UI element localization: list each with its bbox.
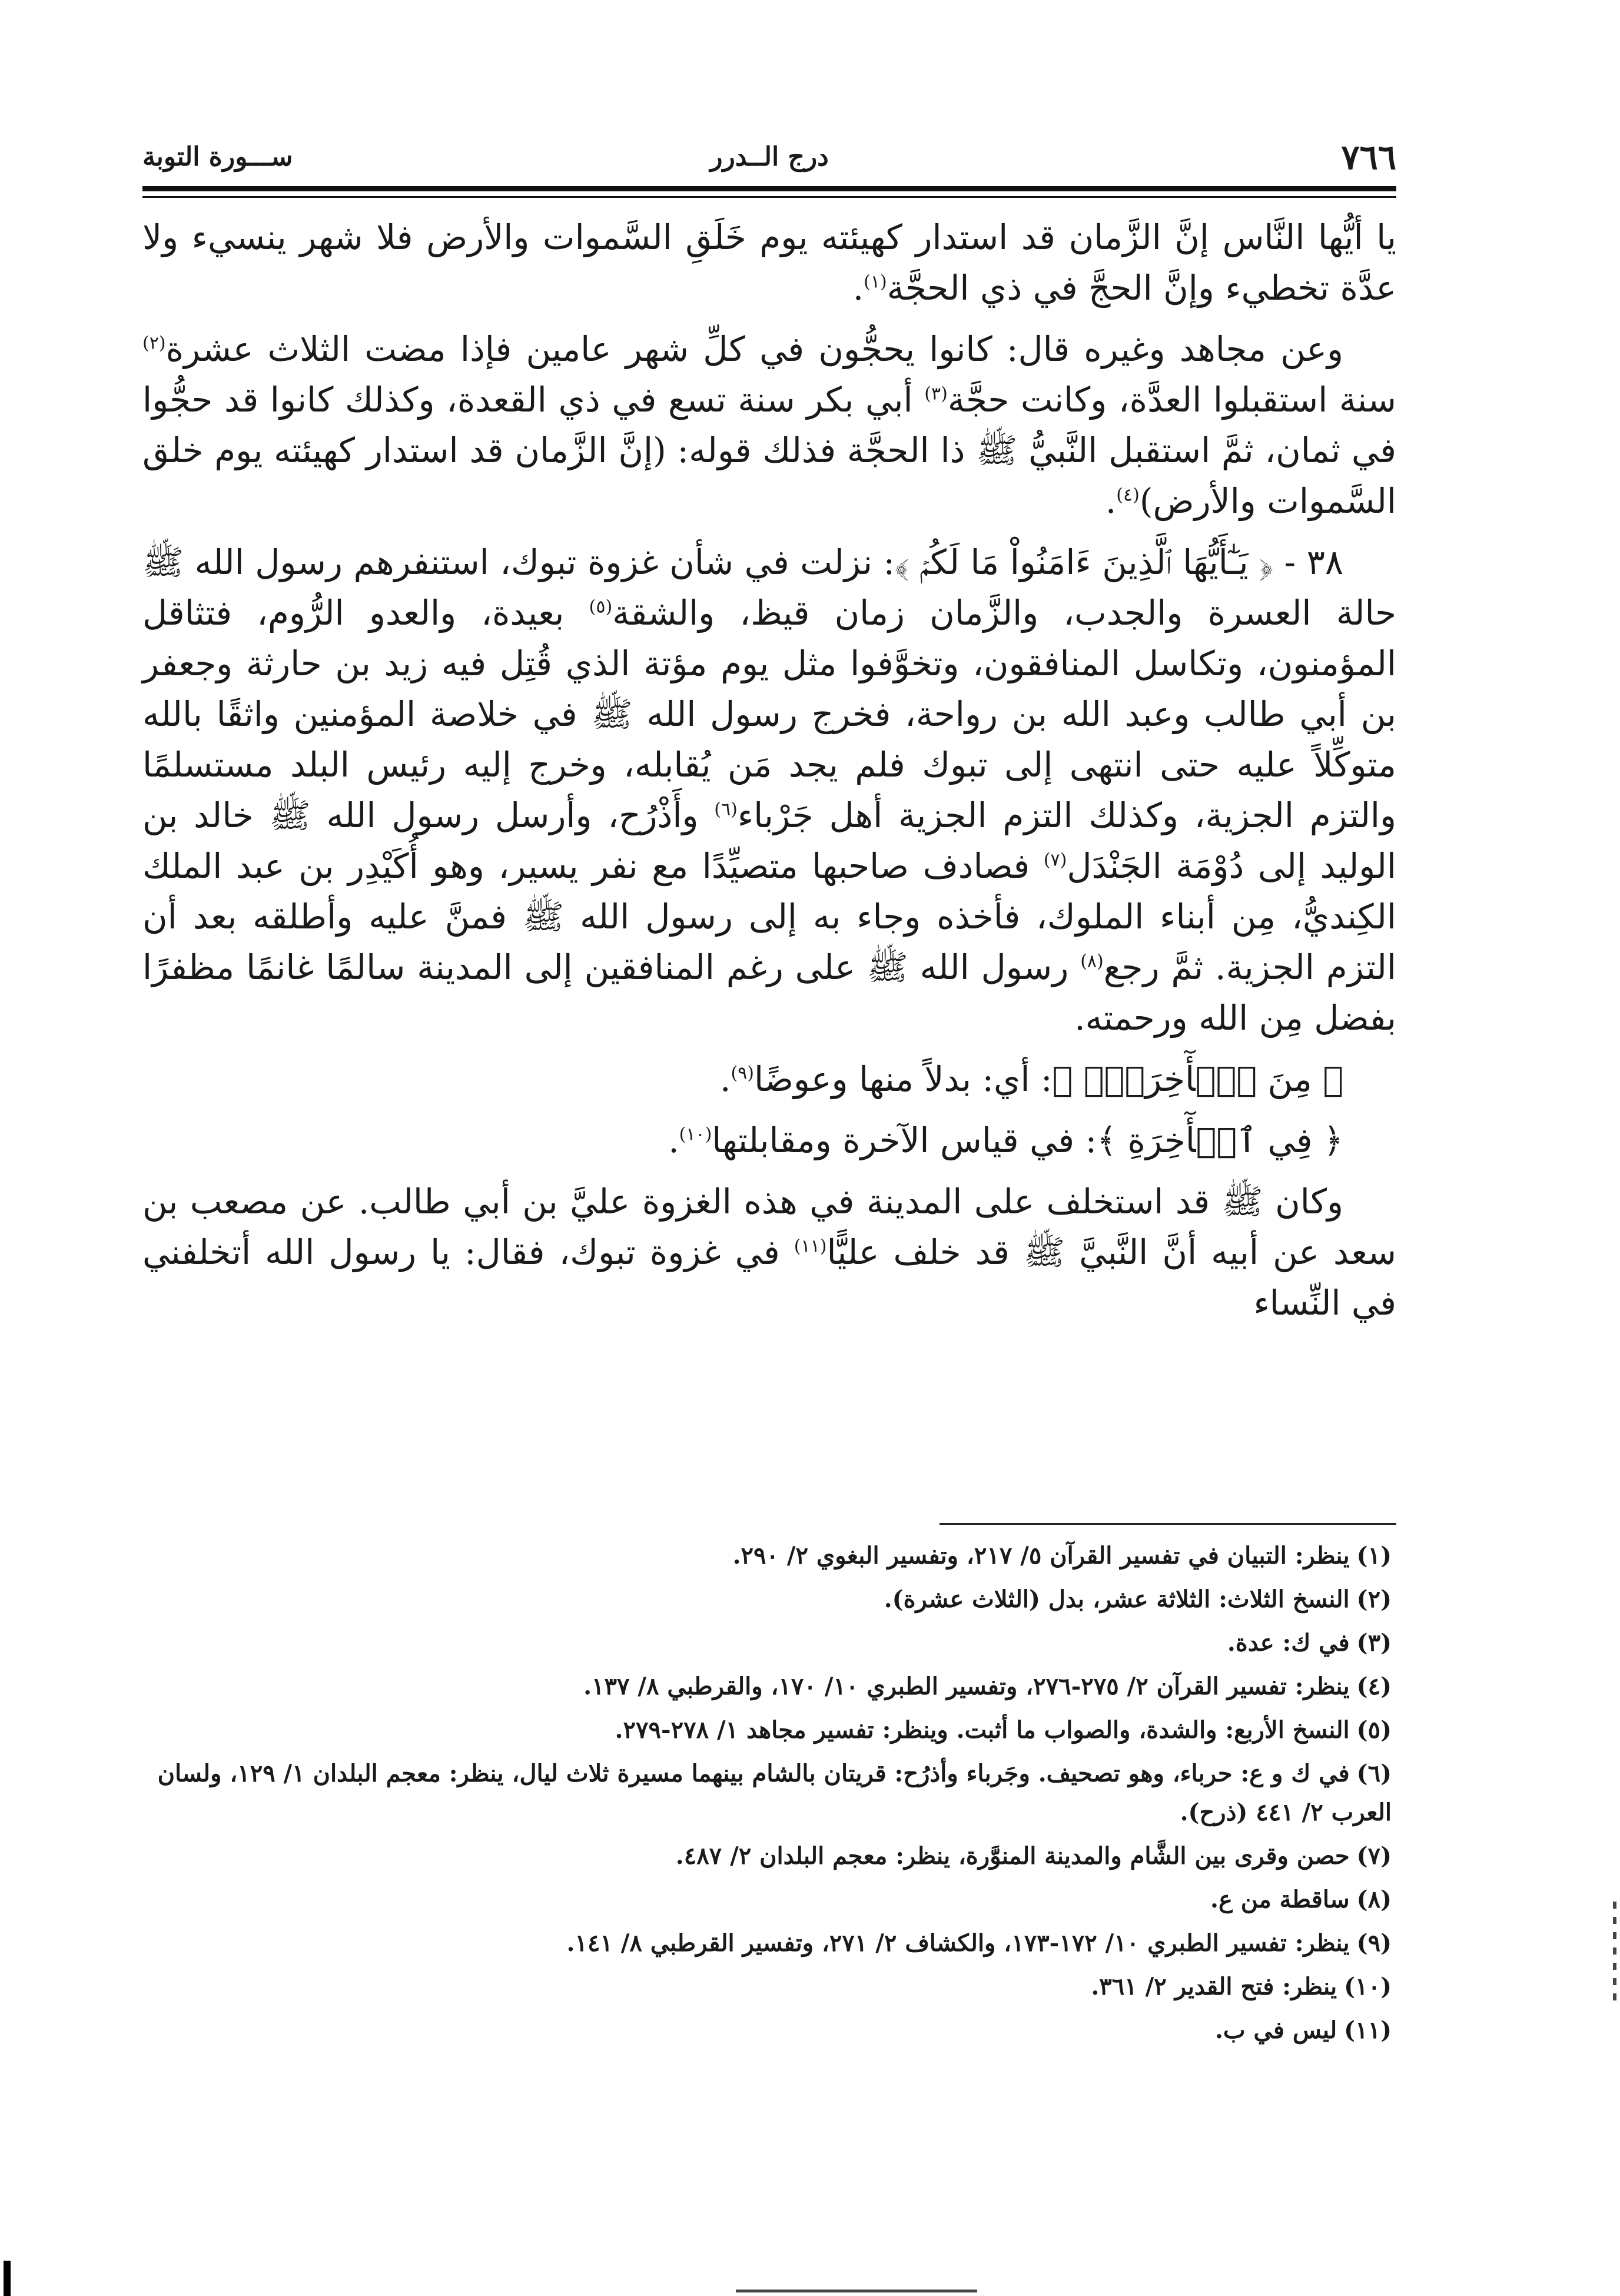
header-rule-thin [142,196,1396,198]
text-run: بعيدة، والعدو الرُّوم، فتثاقل المؤمنون، وتكاسل المنافقون، وتخوَّفوا مثل يوم مؤتة الذي قُتِل فيه زيد بن حارثة وجعفر بن أبي طالب وعبد الله بن رواحة، فخرج رسول الله ﷺ في خلاصة المؤمنين واثقًا بالله متوكِّلاً عليه حتى انتهى إلى تبوك فلم يجد مَن يُقابله، وخرج إليه رئيس البلد مستسلمًا والتزم الجزية، وكذلك التزم الجزية أهل جَرْباء [142,593,1396,835]
paragraph-1 [142,212,1396,313]
footnote-ref-11: (١١) [794,1236,827,1257]
footnote-text: النسخ الأربع: والشدة، والصواب ما أثبت. وينظر: تفسير مجاهد ١/ ٢٧٨-٢٧٩. [615,1716,1350,1744]
footnote-text: ينظر: تفسير الطبري ١٠/ ١٧٢-١٧٣، والكشاف ٢/ ٢٧١، وتفسير القرطبي ٨/ ١٤١. [566,1929,1350,1957]
paragraph-5 [142,1115,1396,1166]
paragraph-6 [142,1176,1396,1328]
text-run: وكان ﷺ قد استخلف على المدينة في هذه الغزوة عليَّ بن أبي طالب. عن مصعب بن سعد عن أبيه أنَّ النَّبيَّ ﷺ قد خلف عليًّا [142,1182,1397,1272]
text-run: أبي بكر سنة تسع في ذي القعدة، وكذلك كانوا قد حجُّوا في ثمان، ثمَّ استقبل النَّبيُّ ﷺ ذا الحجَّة فذلك قوله: (إنَّ الزَّمان قد استدار كهيئته يوم خلق السَّموات والأرض) [142,380,1396,521]
footnote-text: ينظر: فتح القدير ٢/ ٣٦١. [1091,1973,1337,2000]
footnote-text: في ك: عدة. [1227,1629,1350,1657]
footnote-ref-4: (٤) [1116,485,1140,506]
text-run: . [668,1120,679,1160]
footnote-number: (٣) [1356,1629,1392,1657]
footnote-ref-7: (٧) [1043,850,1067,871]
footnote-separator [940,1523,1396,1525]
footnote-number: (٤) [1356,1673,1392,1700]
footnote-ref-1: (١) [864,271,887,293]
footnote-number: (٨) [1356,1886,1392,1913]
scan-bottom-mark [736,2290,977,2292]
running-header [142,137,1396,184]
footnote-ref-9: (٩) [731,1063,755,1084]
text-run: . [852,268,864,308]
footnote-text: ليس في ب. [1215,2016,1337,2044]
text-run: ﴿ مِنَ ٱلۡأٓخِرَةِۚ ﴾: أي: بدلاً منها وعوضًا [754,1059,1343,1099]
footnote [142,1754,1396,1832]
page-number: ٧٦٦ [1341,137,1396,177]
footnote-ref-8: (٨) [1080,951,1104,972]
paragraph-2 [142,324,1396,526]
footnote [142,2011,1396,2050]
footnote-number: (١١) [1344,2016,1392,2044]
footnote-number: (٢) [1356,1585,1392,1613]
footnote [142,1580,1396,1619]
footnote-text: ساقطة من ع. [1210,1886,1350,1913]
book-title: درج الــدرر [710,142,829,172]
text-run: فصادف صاحبها متصيِّدًا مع نفر يسير، وهو أُكَيْدِر بن عبد الملك الكِنديُّ، مِن أبناء الملوك، فأخذه وجاء به إلى رسول الله ﷺ فمنَّ عليه وأطلقه بعد أن التزم الجزية. ثمَّ رجع [142,846,1396,987]
surah-title: ســـورة التوبة [142,142,293,172]
text-run: . [720,1059,731,1099]
footnote [142,1624,1396,1663]
text-run: في غزوة تبوك، فقال: يا رسول الله أتخلفني في النِّساء [142,1232,1396,1323]
scan-side-mark [1613,1902,1616,2008]
paragraph-4 [142,1054,1396,1104]
text-run: وعن مجاهد وغيره قال: كانوا يحجُّون في كلِّ شهر عامين فإذا مضت الثلاث عشرة [165,329,1343,369]
footnote-ref-10: (١٠) [679,1124,712,1145]
footnote-ref-2: (٢) [142,333,166,354]
text-run: وأَذْرُح، وأرسل رسول الله ﷺ خالد بن الوليد إلى دُوْمَة الجَنْدَل [142,795,1396,886]
footnote-number: (٩) [1356,1929,1392,1957]
header-rule-thick [142,186,1396,191]
text-run: رسول الله ﷺ على رغم المنافقين إلى المدينة سالمًا غانمًا مظفرًا بفضل مِن الله ورحمته. [142,947,1396,1038]
text-run: ٣٨ - ﴿ يَـٰٓأَيُّهَا ٱلَّذِينَ ءَامَنُواْ مَا لَكُمۡ ﴾: نزلت في شأن غزوة تبوك، استنفرهم رسول الله ﷺ حالة العسرة والجدب، والزَّمان زمان قيظ، والشقة [142,542,1396,633]
footnote-number: (١) [1356,1542,1392,1570]
footnote-text: ينظر: تفسير القرآن ٢/ ٢٧٥-٢٧٦، وتفسير الطبري ١٠/ ١٧٠، والقرطبي ٨/ ١٣٧. [583,1673,1350,1700]
footnote [142,1537,1396,1575]
footnote-number: (٧) [1356,1842,1392,1870]
footnote-number: (٦) [1356,1760,1392,1787]
footnote [142,1880,1396,1919]
paragraph-3 [142,537,1396,1043]
text-run: يا أيُّها النَّاس إنَّ الزَّمان قد استدار كهيئته يوم خَلَقِ السَّموات والأرض فلا شهر ينسيء ولا عدَّة تخطيء وإنَّ الحجَّ في ذي الحجَّة [142,217,1396,308]
footnote [142,1667,1396,1706]
footnote-number: (٥) [1356,1716,1392,1744]
text-run: ﴿ فِي ٱلۡأٓخِرَةِ ﴾: في قياس الآخرة ومقابلتها [712,1120,1343,1160]
footnote-text: حصن وقرى بين الشَّام والمدينة المنوَّرة، ينظر: معجم البلدان ٢/ ٤٨٧. [675,1842,1350,1870]
scan-edge-mark [4,2261,11,2296]
footnote-ref-3: (٣) [924,383,948,404]
main-text [142,212,1396,1339]
footnote-text: ينظر: التبيان في تفسير القرآن ٥/ ٢١٧، وتفسير البغوي ٢/ ٢٩٠. [732,1542,1350,1570]
footnote [142,1711,1396,1750]
footnote-text: في ك و ع: حرباء، وهو تصحيف. وجَرباء وأذرُح: قريتان بالشام بينهما مسيرة ثلاث ليال، ينظر: معجم البلدان ١/ ١٢٩، ولسان العرب ٢/ ٤٤١ (ذرح). [157,1760,1392,1826]
footnote-ref-5: (٥) [589,596,613,618]
text-run: سنة استقبلوا العدَّة، وكانت حجَّة [947,380,1397,420]
footnote [142,1837,1396,1876]
text-run: . [1105,481,1117,521]
footnote [142,1924,1396,1963]
footnote-text: النسخ الثلاث: الثلاثة عشر، بدل (الثلاث عشرة). [884,1585,1350,1613]
footnote-ref-6: (٦) [714,799,738,820]
footnote [142,1967,1396,2006]
footnote-number: (١٠) [1344,1973,1392,2000]
footnotes [142,1537,1396,2055]
